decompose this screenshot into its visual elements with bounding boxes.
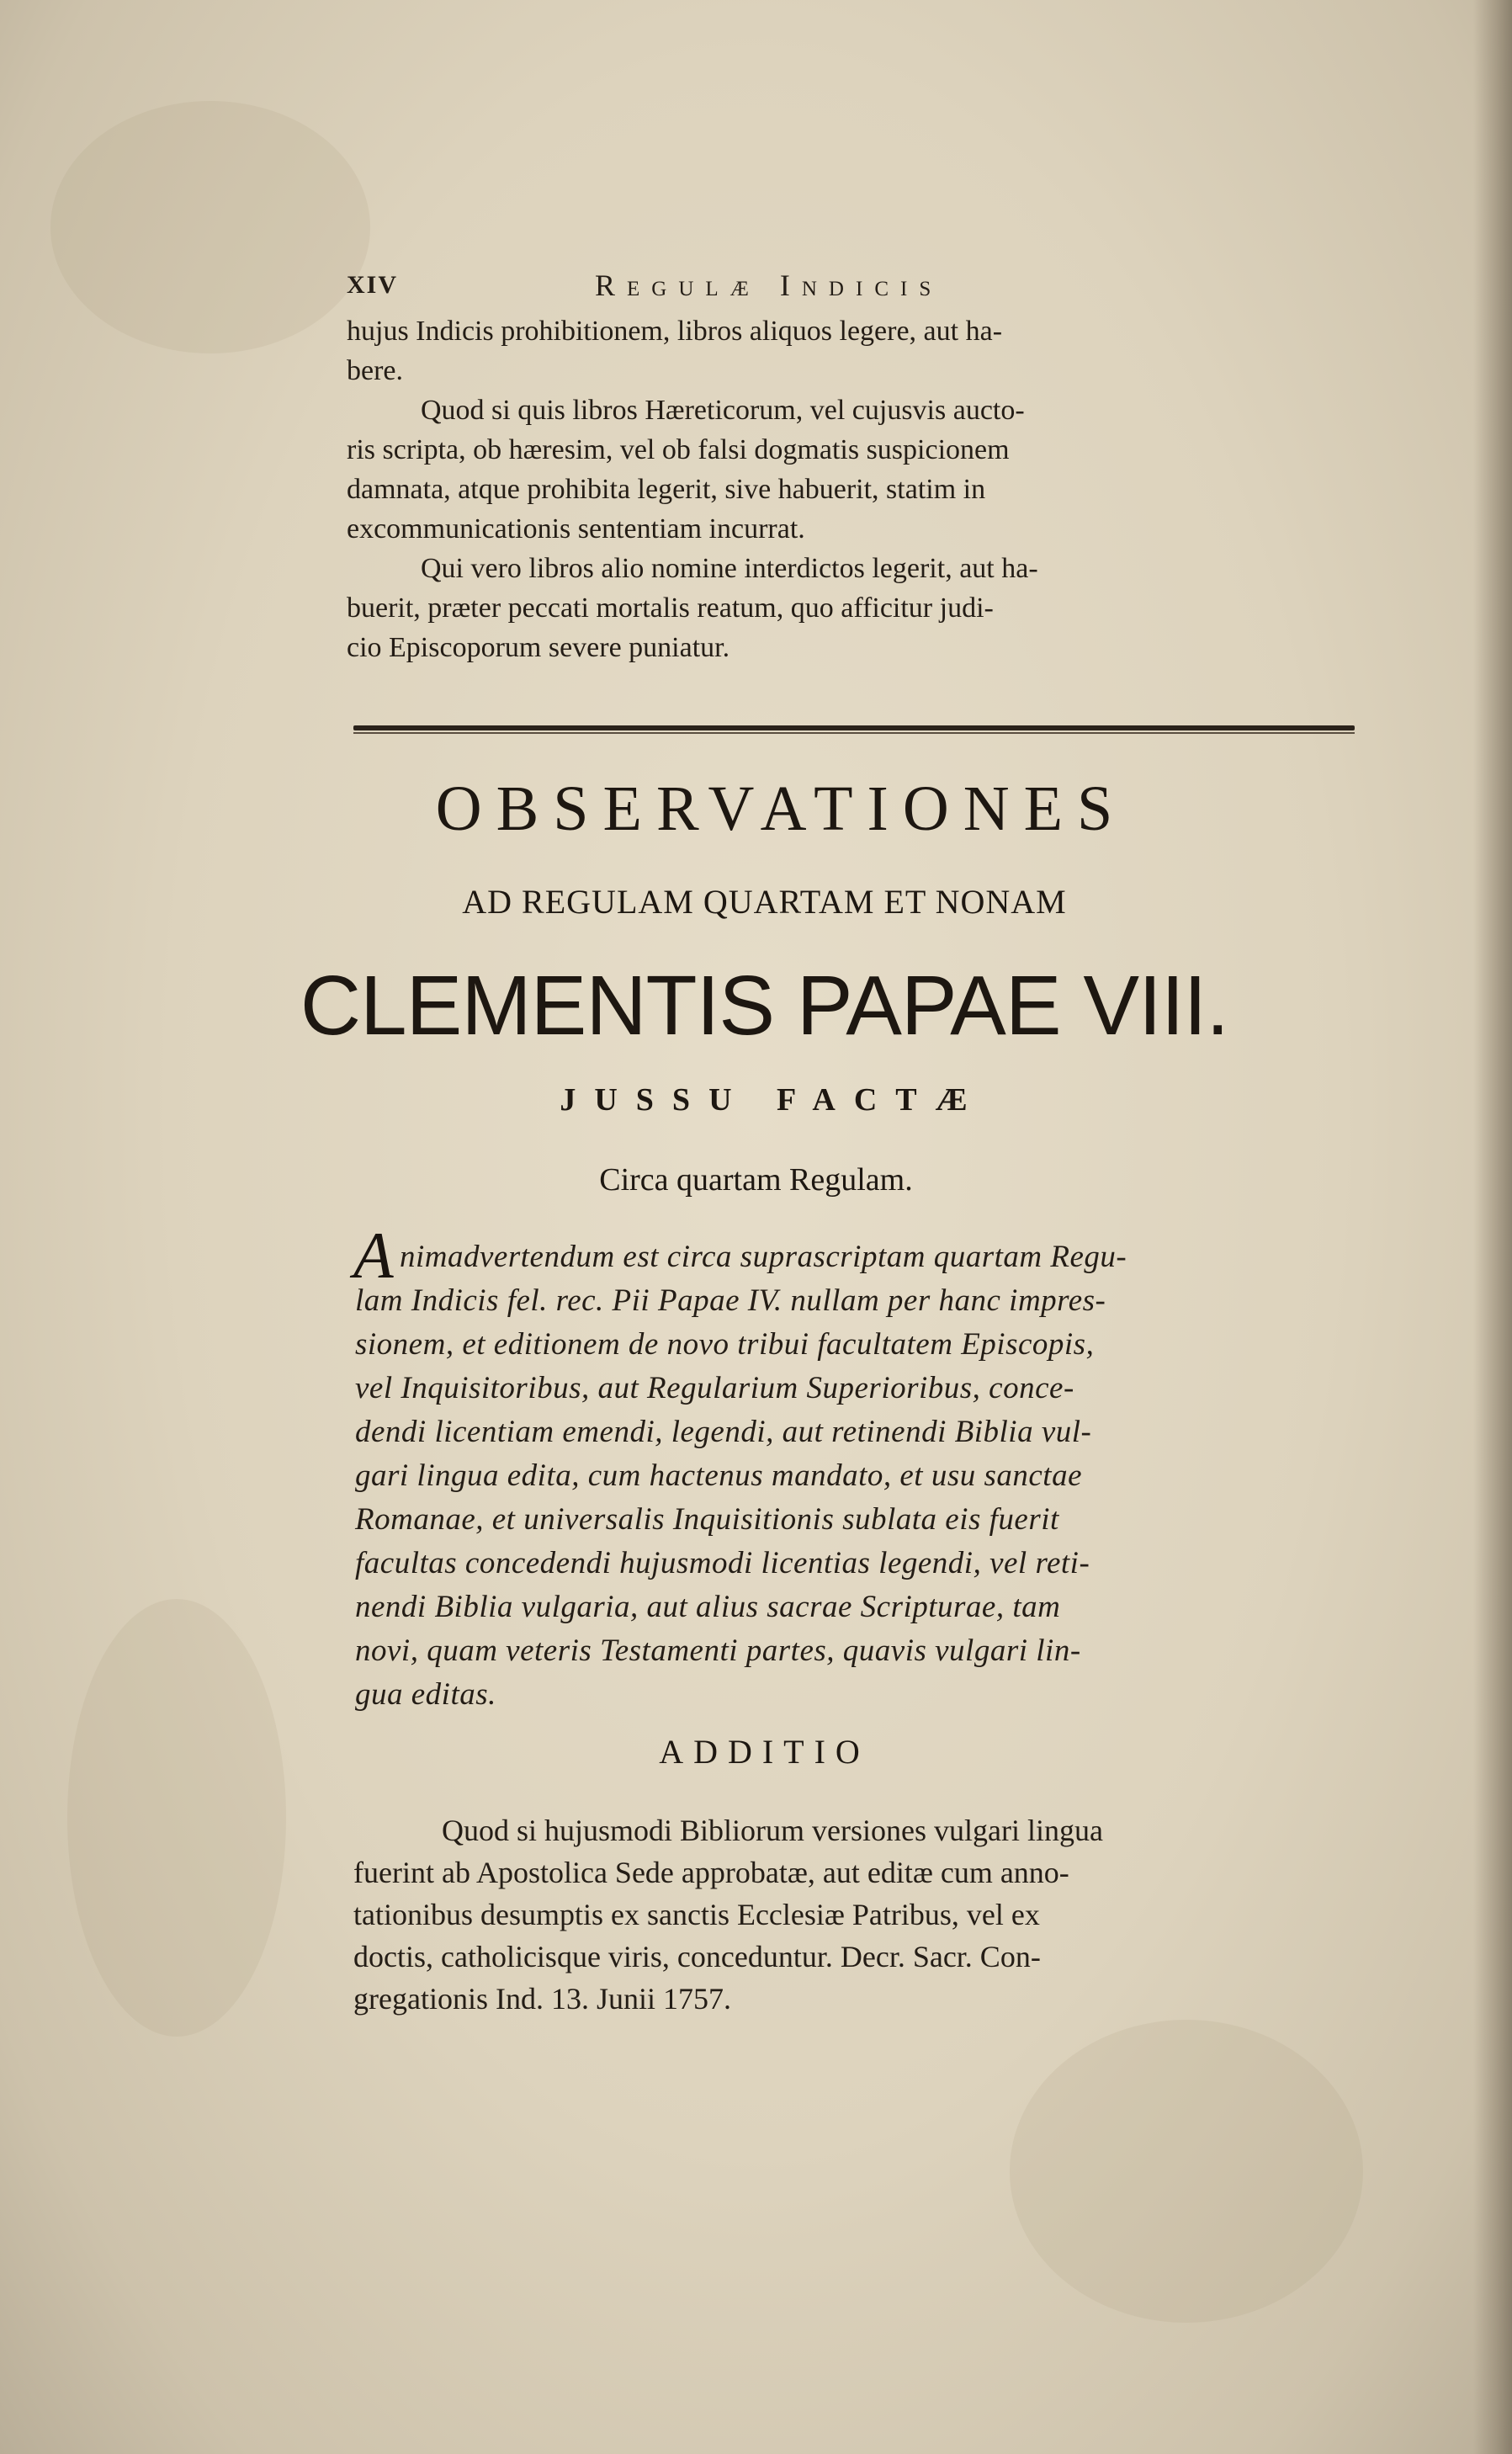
text-line: bere. (347, 355, 404, 386)
text-line: damnata, atque prohibita legerit, sive habuerit, statim in (347, 474, 986, 505)
heading-jussu-factae: JUSSU FACTÆ (560, 1082, 986, 1118)
text-line: Quod si hujusmodi Bibliorum versiones vulgari lingua (442, 1814, 1103, 1847)
running-title: Regulæ Indicis (595, 268, 943, 302)
text-line: novi, quam veteris Testamenti partes, quavis vulgari lin- (355, 1633, 1081, 1668)
text-line: excommunicationis sententiam incurrat. (347, 513, 805, 544)
heading-additio: ADDITIO (659, 1733, 870, 1771)
text-line: gua editas. (355, 1677, 496, 1712)
text-line: vel Inquisitoribus, aut Regularium Superioribus, conce- (355, 1371, 1074, 1405)
drop-cap: A (353, 1219, 394, 1292)
text-line: ris scripta, ob hæresim, vel ob falsi dogmatis suspicionem (347, 434, 1010, 465)
text-line: Romanae, et universalis Inquisitionis sublata eis fuerit (355, 1502, 1059, 1537)
heading-ad-regulam: AD REGULAM QUARTAM ET NONAM (462, 883, 1067, 921)
text-line: Qui vero libros alio nomine interdictos legerit, aut ha- (421, 553, 1038, 584)
heading-circa-quartam: Circa quartam Regulam. (599, 1162, 913, 1198)
text-line: Quod si quis libros Hæreticorum, vel cujusvis aucto- (421, 395, 1025, 426)
heading-clementis: CLEMENTIS PAPAE VIII. (300, 959, 1229, 1053)
paper-stain (50, 101, 370, 353)
text-line: dendi licentiam emendi, legendi, aut retinendi Biblia vul- (355, 1415, 1092, 1449)
text-line: facultas concedendi hujusmodi licentias legendi, vel reti- (355, 1546, 1090, 1580)
text-line: sionem, et editionem de novo tribui facultatem Episcopis, (355, 1327, 1095, 1362)
text-line: doctis, catholicisque viris, conceduntur. Decr. Sacr. Con- (353, 1940, 1041, 1973)
text-line: lam Indicis fel. rec. Pii Papae IV. nullam per hanc impres- (355, 1283, 1106, 1318)
text-line: hujus Indicis prohibitionem, libros aliquos legere, aut ha- (347, 316, 1003, 347)
section-divider (353, 725, 1355, 730)
text-line: gari lingua edita, cum hactenus mandato, et usu sanctae (355, 1458, 1083, 1493)
paper-stain (1010, 2020, 1363, 2323)
text-line: nendi Biblia vulgaria, aut alius sacrae Scripturae, tam (355, 1590, 1061, 1624)
running-head (347, 268, 1356, 308)
text-line: buerit, præter peccati mortalis reatum, quo afficitur judi- (347, 592, 994, 624)
text-line: tationibus desumptis ex sanctis Ecclesiæ Patribus, vel ex (353, 1898, 1040, 1931)
text-line: gregationis Ind. 13. Junii 1757. (353, 1982, 731, 2016)
page-gutter-shadow (1473, 0, 1512, 2454)
section-divider-thin (353, 732, 1355, 734)
heading-observationes: OBSERVATIONES (435, 773, 1127, 844)
text-line: nimadvertendum est circa suprascriptam quartam Regu- (400, 1240, 1127, 1274)
page-number: XIV (347, 271, 399, 299)
text-line: fuerint ab Apostolica Sede approbatæ, aut editæ cum anno- (353, 1856, 1069, 1889)
paper-stain (67, 1599, 286, 2037)
text-line: cio Episcoporum severe puniatur. (347, 632, 730, 663)
